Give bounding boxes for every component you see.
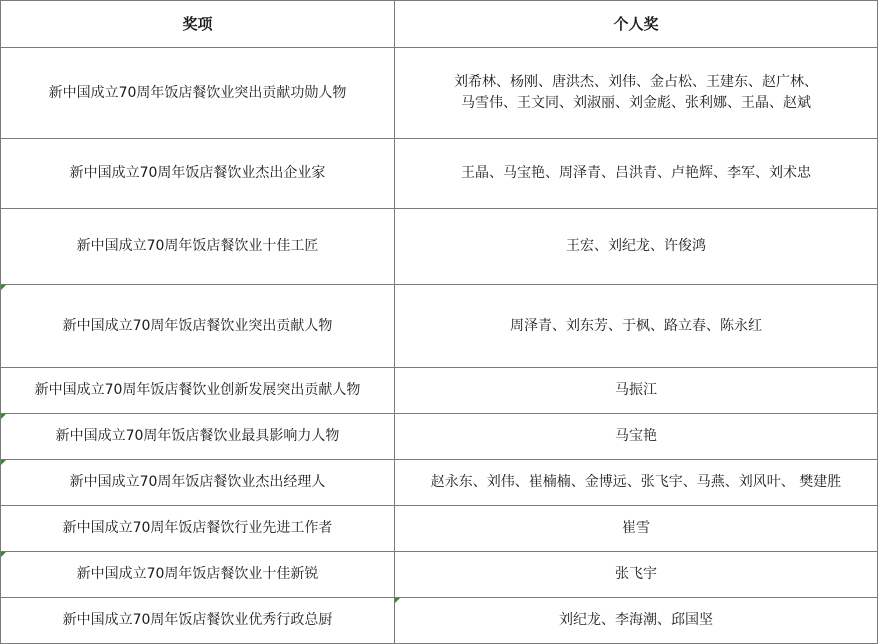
header-row — [1, 1, 878, 48]
award-name: 新中国成立70周年饭店餐饮业最具影响力人物 — [1, 414, 395, 460]
table-row — [1, 414, 878, 460]
award-winners — [395, 48, 878, 139]
award-name: 新中国成立70周年饭店餐饮业杰出经理人 — [1, 460, 395, 506]
winners-line-1: 刘希林、杨刚、唐洪杰、刘伟、金占松、王建东、赵广林、 — [454, 74, 818, 90]
table-row — [1, 552, 878, 598]
table-row — [1, 209, 878, 285]
award-name: 新中国成立70周年饭店餐饮业创新发展突出贡献人物 — [1, 368, 395, 414]
award-winners: 王宏、刘纪龙、许俊鸿 — [395, 209, 878, 285]
award-winners: 王晶、马宝艳、周泽青、吕洪青、卢艳辉、李军、刘术忠 — [395, 139, 878, 209]
award-name: 新中国成立70周年饭店餐饮业杰出企业家 — [1, 139, 395, 209]
header-award-item: 奖项 — [1, 1, 395, 48]
award-name: 新中国成立70周年饭店餐饮业十佳工匠 — [1, 209, 395, 285]
table-row — [1, 598, 878, 644]
table-row — [1, 460, 878, 506]
award-winners: 崔雪 — [395, 506, 878, 552]
award-winners: 张飞宇 — [395, 552, 878, 598]
table-row — [1, 285, 878, 368]
table-row — [1, 139, 878, 209]
award-name: 新中国成立70周年饭店餐饮业十佳新锐 — [1, 552, 395, 598]
header-individual-award: 个人奖 — [395, 1, 878, 48]
award-winners: 马宝艳 — [395, 414, 878, 460]
award-name: 新中国成立70周年饭店餐饮行业先进工作者 — [1, 506, 395, 552]
award-name: 新中国成立70周年饭店餐饮业突出贡献人物 — [1, 285, 395, 368]
award-name: 新中国成立70周年饭店餐饮业优秀行政总厨 — [1, 598, 395, 644]
award-winners: 马振江 — [395, 368, 878, 414]
table-row — [1, 506, 878, 552]
award-winners: 刘纪龙、李海潮、邱国坚 — [395, 598, 878, 644]
award-winners: 周泽青、刘东芳、于枫、路立春、陈永红 — [395, 285, 878, 368]
award-name: 新中国成立70周年饭店餐饮业突出贡献功勋人物 — [1, 48, 395, 139]
table-row — [1, 368, 878, 414]
table-row — [1, 48, 878, 139]
award-winners: 赵永东、刘伟、崔楠楠、金博远、张飞宇、马燕、刘风叶、 樊建胜 — [395, 460, 878, 506]
winners-line-2: 马雪伟、王文同、刘淑丽、刘金彪、张利娜、王晶、赵斌 — [461, 95, 811, 111]
